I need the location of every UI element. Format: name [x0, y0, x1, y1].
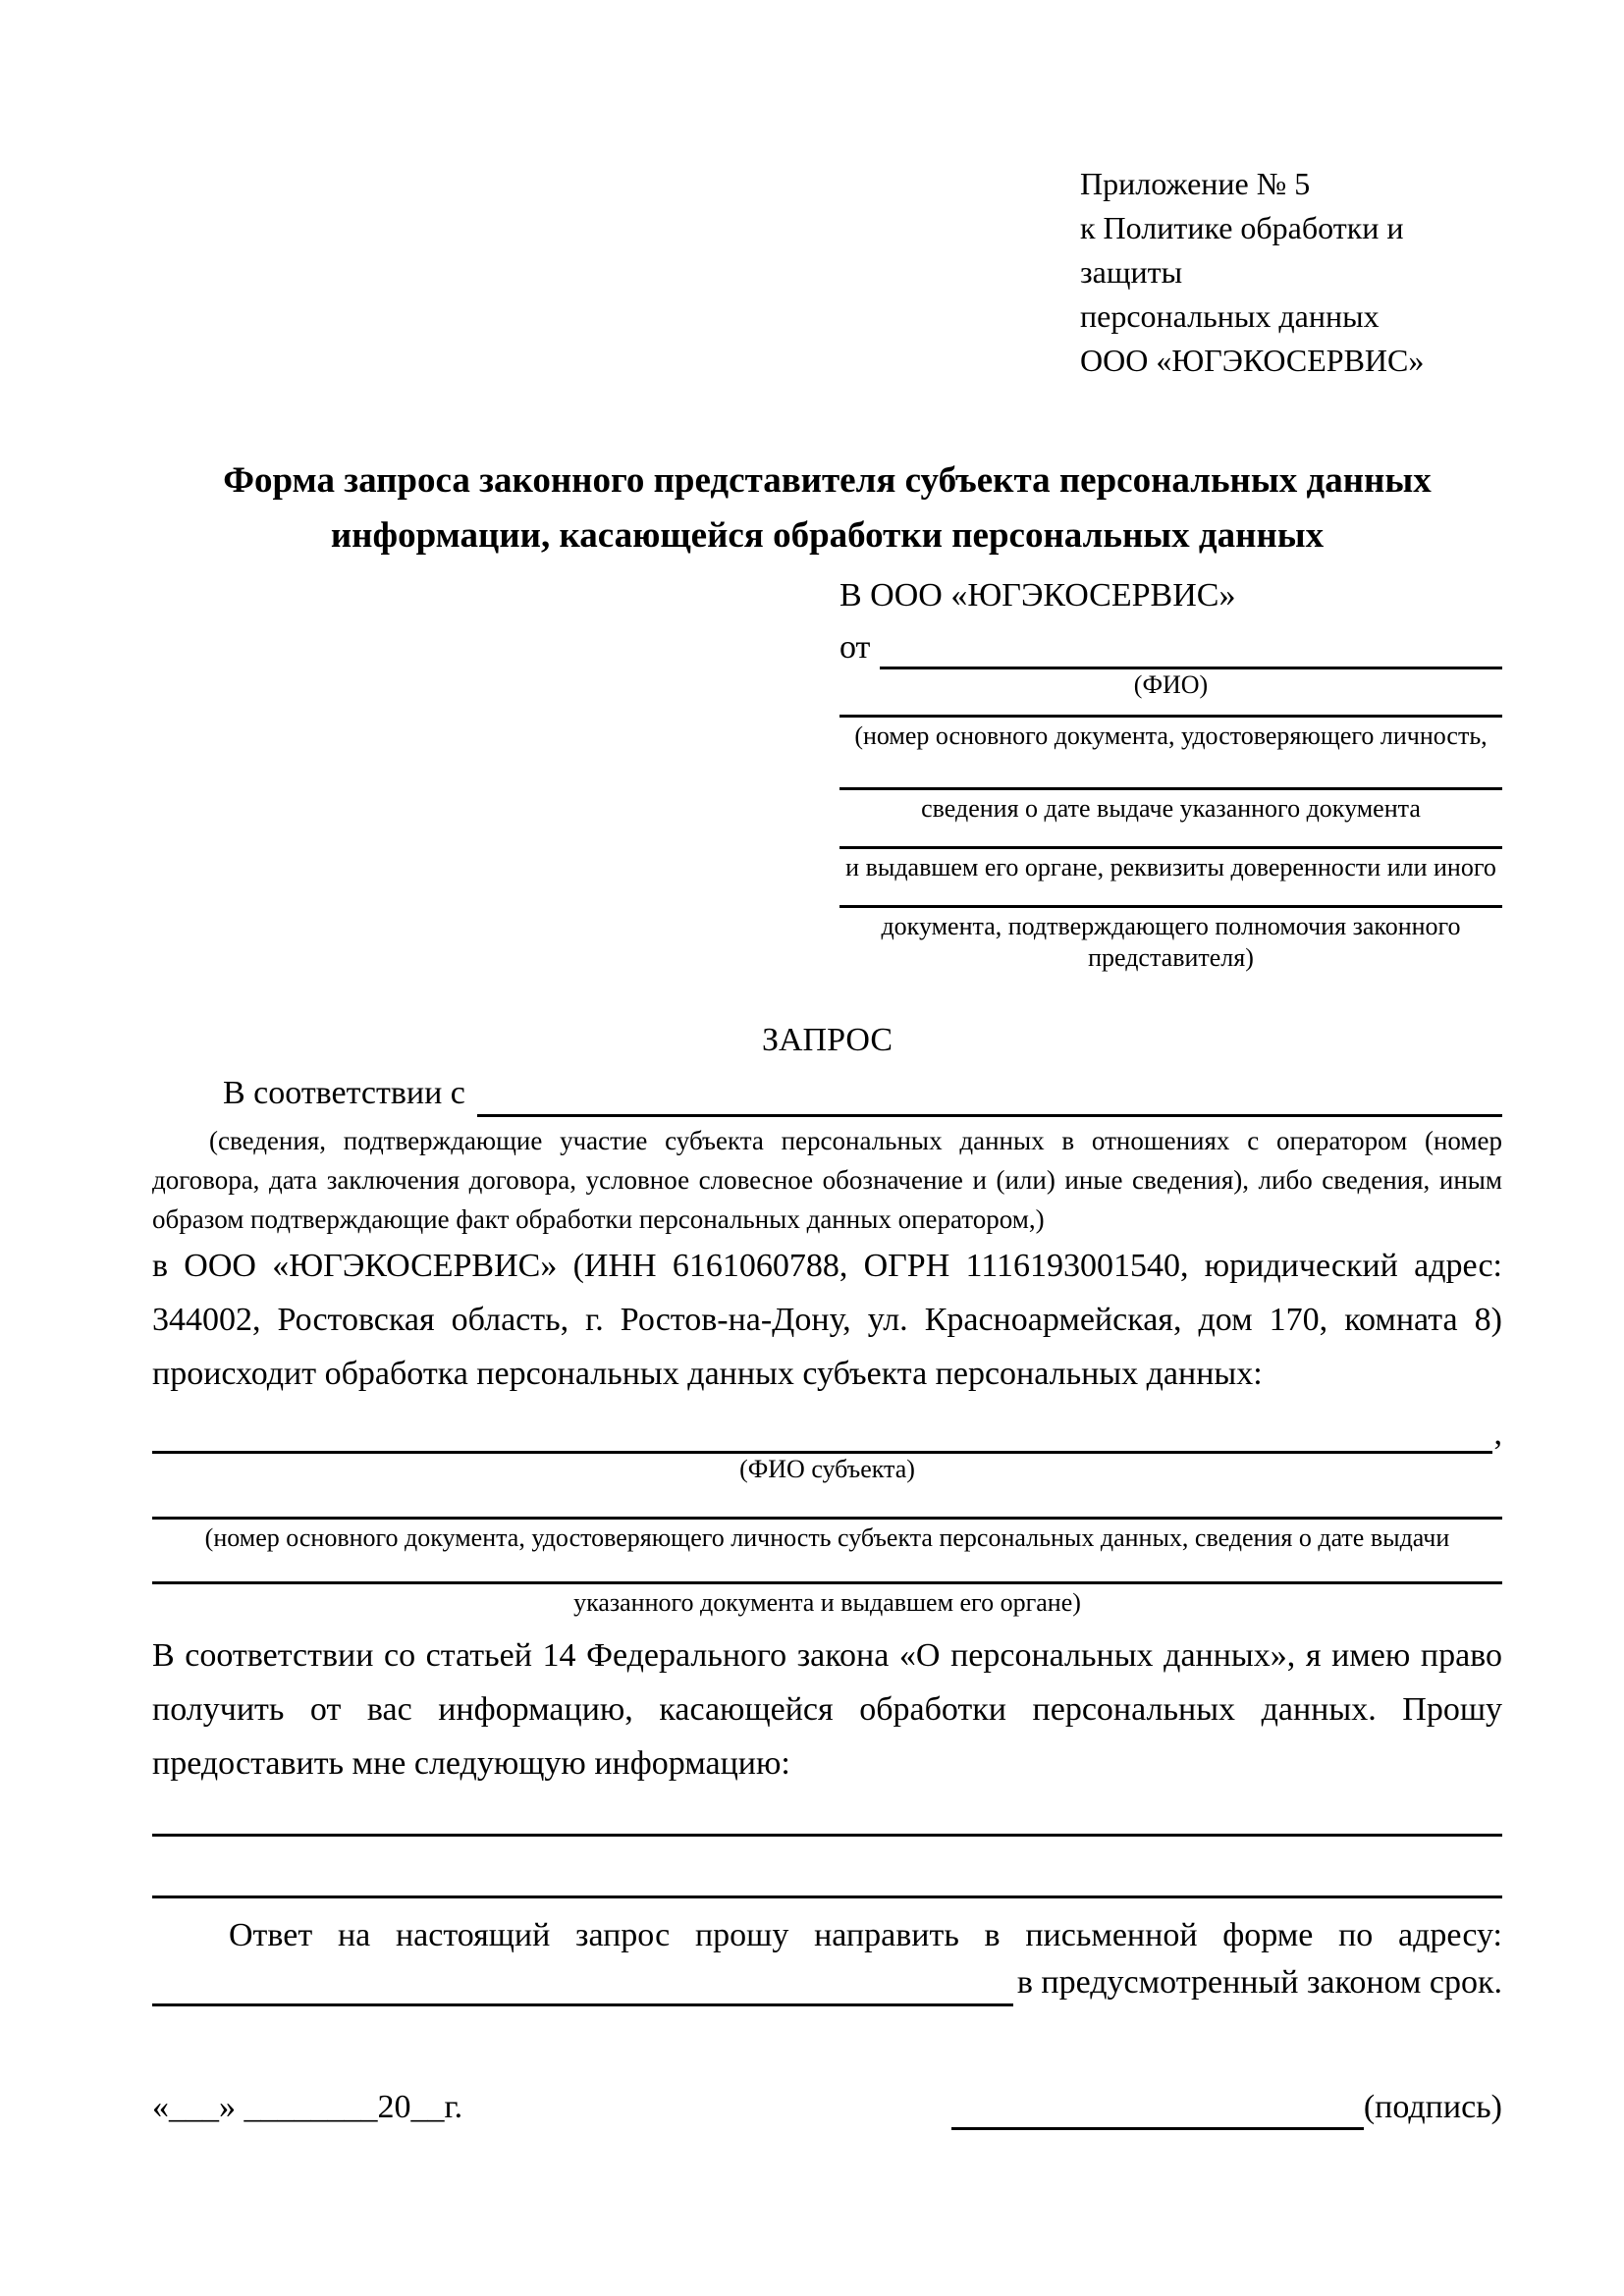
intro-row — [152, 1070, 1502, 1117]
doc-blank-line — [839, 715, 1502, 718]
intro-blank-line — [477, 1114, 1502, 1117]
intro-label: В соответствии с — [223, 1075, 465, 1111]
signature-caption: (подпись) — [1363, 2089, 1502, 2125]
operator-paragraph: в ООО «ЮГЭКОСЕРВИС» (ИНН 6161060788, ОГРН 1116193001540, юридический адрес: 344002, Ростовская область, г. Ростов-на-Дону, ул. Красноармейская, дом 170, комната 8) происходит обработка персональных данных субъекта персональных данных: — [152, 1248, 1502, 1392]
document-title-line2: информации, касающейся обработки персональных данных — [330, 515, 1325, 556]
from-row — [839, 626, 1502, 669]
answer-blank-line — [152, 1834, 1502, 1837]
intro-small-print: (сведения, подтверждающие участие субъекта персональных данных в отношениях с оператором (номер договора, дата заключения договора, условное словесное обозначение и (или) иные сведения), либо сведения, иным образом подтверждающие факт обработки персональных данных оператором,) — [152, 1126, 1502, 1234]
address-blank-line — [152, 2003, 1013, 2006]
fio-caption: (ФИО) — [1133, 670, 1209, 699]
subject-caption: (ФИО субъекта) — [739, 1455, 915, 1483]
request-heading: ЗАПРОС — [761, 1022, 893, 1058]
from-label: от — [839, 629, 871, 666]
appendix-header-line: ООО «ЮГЭКОСЕРВИС» — [1080, 343, 1425, 378]
date-line: «___» ________20__г. — [152, 2089, 463, 2125]
appendix-header-line: персональных данных — [1080, 298, 1380, 334]
appendix-header — [1080, 162, 1502, 383]
doc-line-group — [839, 787, 1502, 825]
doc-line-group — [839, 846, 1502, 883]
answer-blank-line — [152, 1896, 1502, 1898]
doc-blank-line — [839, 846, 1502, 849]
subject-caption: указанного документа и выдавшем его органе) — [573, 1588, 1081, 1617]
subject-caption: (номер основного документа, удостоверяющего личность субъекта персональных данных, сведения о дате выдачи — [204, 1523, 1450, 1552]
addressee-block — [839, 573, 1502, 974]
doc-caption: (номер основного документа, удостоверяющего личность, — [854, 721, 1488, 750]
reply-line2-suffix: в предусмотренный законом срок. — [1016, 1964, 1502, 2001]
footer-row — [152, 2085, 1502, 2130]
doc-line-group — [839, 905, 1502, 974]
subject-line-group — [152, 1581, 1502, 1619]
signature-blank-line — [951, 2127, 1364, 2130]
appendix-header-line: к Политике обработки и защиты — [1080, 210, 1404, 290]
doc-caption: и выдавшем его органе, реквизиты доверенности или иного — [845, 853, 1496, 881]
subject-blank-line — [152, 1581, 1502, 1584]
doc-blank-line — [839, 905, 1502, 908]
subject-line-group — [152, 1517, 1502, 1554]
doc-line-group — [839, 715, 1502, 752]
doc-caption: сведения о дате выдаче указанного документа — [921, 794, 1421, 823]
appendix-header-line: Приложение № 5 — [1080, 166, 1311, 201]
addressee-to: В ООО «ЮГЭКОСЕРВИС» — [839, 577, 1236, 614]
doc-caption: документа, подтверждающего полномочия законного представителя) — [881, 912, 1461, 972]
subject-fio-comma: , — [1493, 1415, 1502, 1452]
subject-fio-row — [152, 1415, 1502, 1454]
reply-line1: Ответ на настоящий запрос прошу направить в письменной форме по адресу: — [229, 1917, 1502, 1953]
reply-line2 — [152, 1959, 1502, 2006]
document-title — [152, 454, 1502, 563]
signature-group — [951, 2085, 1502, 2130]
subject-blank-line — [152, 1517, 1502, 1520]
law-paragraph: В соответствии со статьей 14 Федерального закона «О персональных данных», я имею право получить от вас информацию, касающейся обработки персональных данных. Прошу предоставить мне следующую информацию: — [152, 1637, 1502, 1782]
document-title-line1: Форма запроса законного представителя субъекта персональных данных — [223, 460, 1432, 501]
doc-blank-line — [839, 787, 1502, 790]
